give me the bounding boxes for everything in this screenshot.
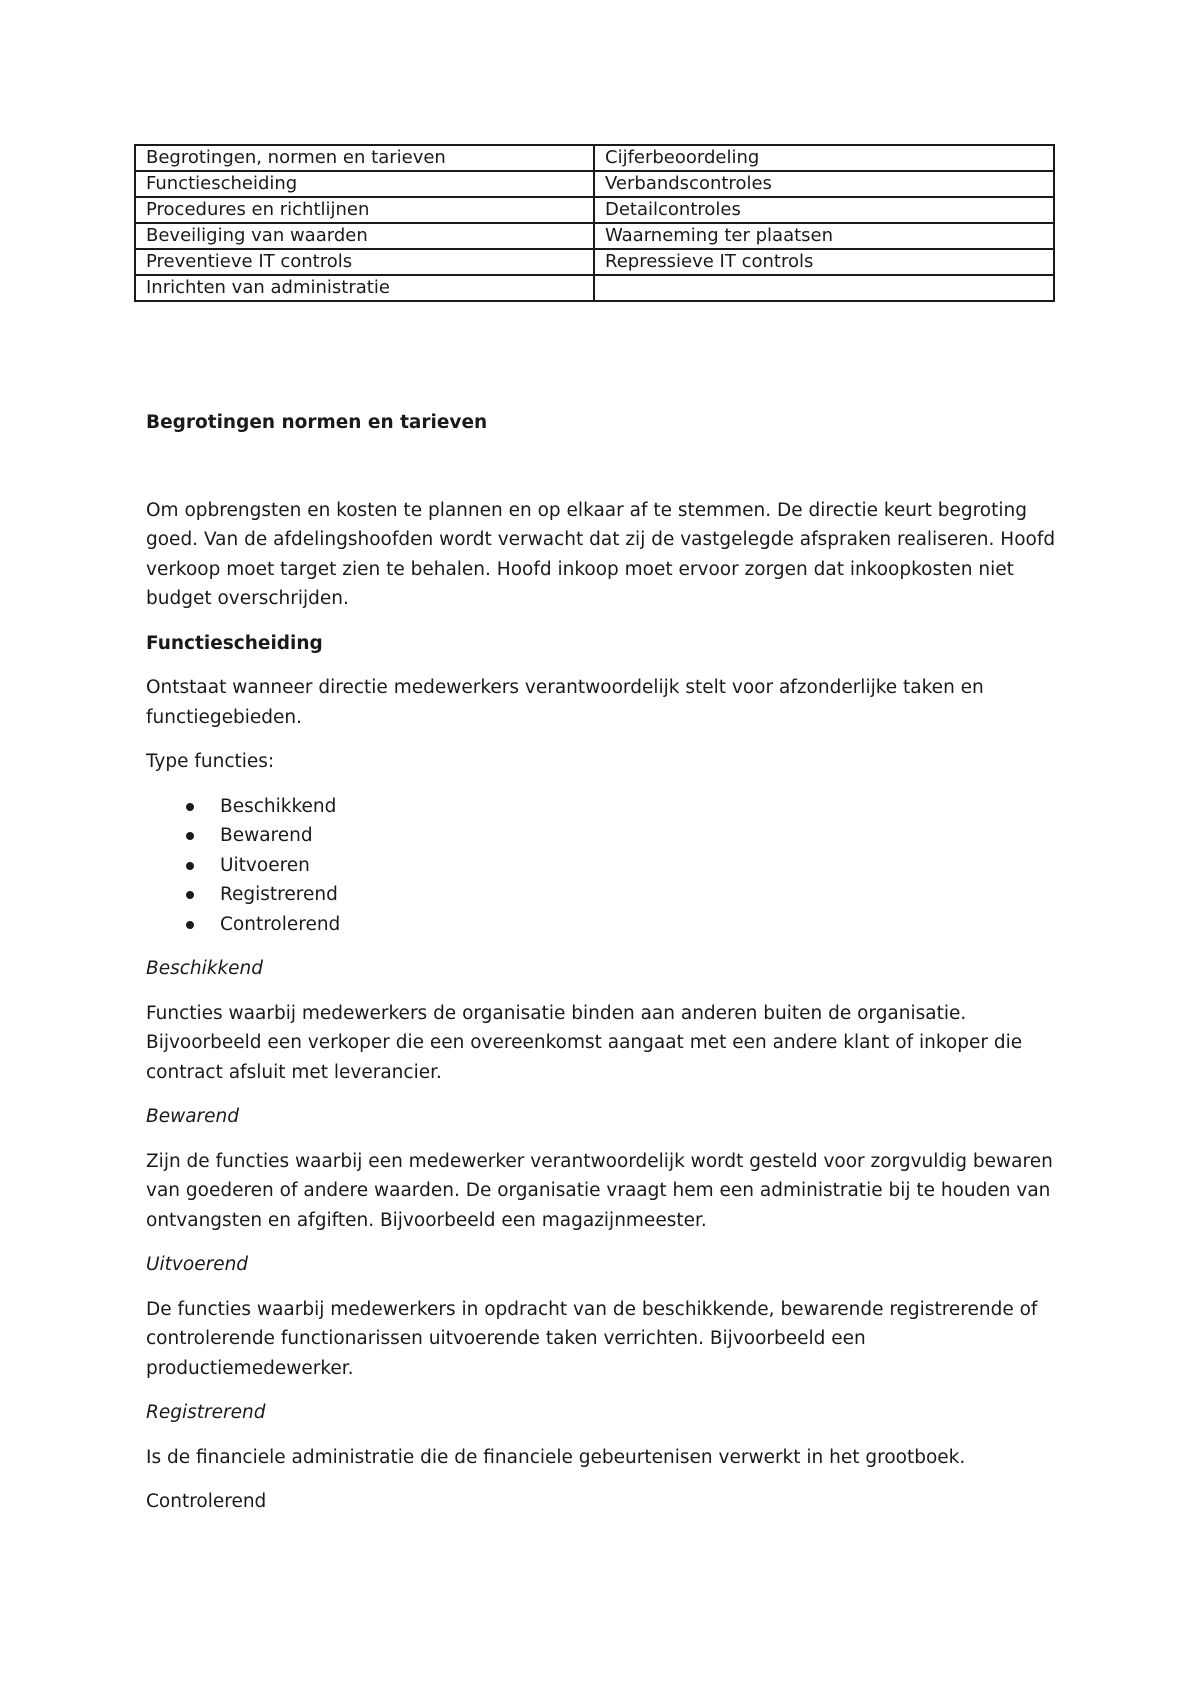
table-cell [594, 275, 1054, 301]
table-cell: Repressieve IT controls [594, 249, 1054, 275]
list-item-label: Bewarend [220, 825, 313, 846]
list-item-label: Controlerend [220, 913, 341, 935]
table-cell: Inrichten van administratie [135, 275, 594, 301]
table-row [135, 197, 1054, 223]
paragraph-beschikkend: Functies waarbij medewerkers de organisatie binden aan anderen buiten de organisatie. Bijvoorbeeld een verkoper die een overeenkomst aangaat met een andere klant of inkoper die contract afsluit met leverancier. [146, 1002, 1023, 1083]
bullet-icon [186, 803, 194, 811]
list-item-label: Uitvoeren [220, 854, 310, 876]
subheading-uitvoerend: Uitvoerend [146, 1254, 249, 1275]
bullet-icon [186, 921, 194, 929]
subheading-registrerend: Registrerend [146, 1402, 266, 1423]
section-heading-begrotingen: Begrotingen normen en tarieven [146, 412, 488, 433]
table-row [135, 223, 1054, 249]
list-item-label: Registrerend [220, 884, 338, 905]
table-row [135, 145, 1054, 171]
paragraph-uitvoerend: De functies waarbij medewerkers in opdracht van de beschikkende, bewarende registrerende of controlerende functionarissen uitvoerende taken verrichten. Bijvoorbeeld een productiemedewerker. [146, 1298, 1038, 1379]
table-cell: Waarneming ter plaatsen [594, 223, 1054, 249]
paragraph-begrotingen: Om opbrengsten en kosten te plannen en op elkaar af te stemmen. De directie keurt begroting goed. Van de afdelingshoofden wordt verwacht dat zij de vastgelegde afspraken realiseren. Hoofd verkoop moet target zien te behalen. Hoofd inkoop moet ervoor zorgen dat inkoopkosten niet budget overschrijden. [146, 499, 1056, 609]
table-row [135, 171, 1054, 197]
subheading-controlerend: Controlerend [146, 1491, 267, 1512]
table-cell: Preventieve IT controls [135, 249, 594, 275]
list-item [146, 792, 1066, 822]
table-cell: Beveiliging van waarden [135, 223, 594, 249]
list-item [146, 851, 1066, 881]
controls-table [134, 144, 1055, 302]
section-heading-functiescheiding: Functiescheiding [146, 632, 323, 654]
bullet-icon [186, 862, 194, 870]
document-body [146, 408, 1066, 1532]
paragraph-functiescheiding: Ontstaat wanneer directie medewerkers verantwoordelijk stelt voor afzonderlijke taken en functiegebieden. [146, 677, 984, 728]
bullet-icon [186, 832, 194, 840]
list-item-label: Beschikkend [220, 795, 337, 817]
list-item [146, 880, 1066, 910]
paragraph-registrerend: Is de financiele administratie die de financiele gebeurtenisen verwerkt in het grootboek. [146, 1446, 966, 1468]
table-cell: Verbandscontroles [594, 171, 1054, 197]
type-functies-label: Type functies: [146, 751, 275, 772]
table-cell: Cijferbeoordeling [594, 145, 1054, 171]
table-cell: Begrotingen, normen en tarieven [135, 145, 594, 171]
type-functies-list [146, 792, 1066, 940]
subheading-beschikkend: Beschikkend [146, 958, 264, 979]
bullet-icon [186, 891, 194, 899]
table-row [135, 275, 1054, 301]
list-item [146, 910, 1066, 940]
table-cell: Functiescheiding [135, 171, 594, 197]
table-cell: Detailcontroles [594, 197, 1054, 223]
list-item [146, 821, 1066, 851]
table-cell: Procedures en richtlijnen [135, 197, 594, 223]
table-row [135, 249, 1054, 275]
paragraph-bewarend: Zijn de functies waarbij een medewerker verantwoordelijk wordt gesteld voor zorgvuldig bewaren van goederen of andere waarden. De organisatie vraagt hem een administratie bij te houden van ontvangsten en afgiften. Bijvoorbeeld een magazijnmeester. [146, 1150, 1053, 1231]
subheading-bewarend: Bewarend [146, 1106, 239, 1127]
